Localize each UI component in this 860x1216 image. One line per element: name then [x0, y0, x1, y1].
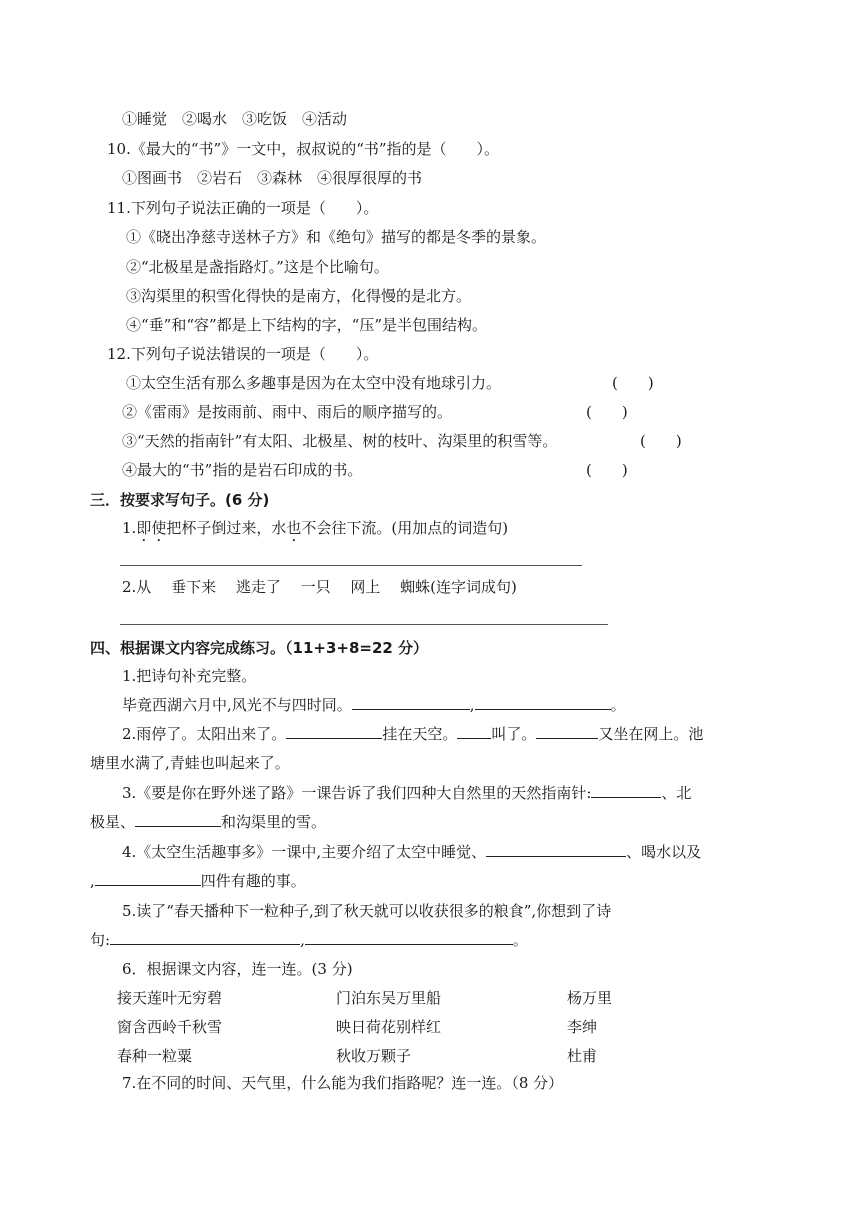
s3-part-a: 3.《要是你在野外迷了路》一课告诉了我们四种大自然里的天然指南针: [122, 784, 592, 802]
sec3-q2: 2.从 垂下来 逃走了 一只 网上 蜘蛛(连字词成句) [122, 578, 517, 596]
match-r1-c2[interactable]: 门泊东吴万里船 [336, 989, 442, 1007]
sec4-s7-title: 7.在不同的时间、天气里，什么能为我们指路呢？连一连。（8 分） [122, 1074, 564, 1092]
s4-blank-2[interactable] [95, 871, 201, 886]
s2-part-b: 挂在天空。 [382, 725, 458, 743]
match-r3-c3[interactable]: 杜甫 [567, 1047, 598, 1065]
sec4-s4-cont [90, 871, 306, 891]
match-r3-c2[interactable]: 秋收万颗子 [336, 1047, 412, 1065]
q12-item-4: ④最大的“书”指的是岩石印成的书。 [122, 461, 363, 479]
s5-comma: , [300, 931, 305, 949]
dotted-char-ye: 也 [286, 519, 302, 537]
poem-given-line: 毕竟西湖六月中,风光不与四时同。 [122, 696, 352, 714]
sec4-s2 [122, 724, 703, 744]
poem-blank-2[interactable] [475, 695, 611, 710]
s4-blank-1[interactable] [486, 842, 626, 857]
match-r2-c1[interactable]: 窗含西岭千秋雪 [117, 1018, 223, 1036]
s2-part-a: 2.雨停了。太阳出来了。 [122, 725, 287, 743]
poem-blank-1[interactable] [352, 695, 470, 710]
sec3-q1-middle: 把杯子倒过来，水 [166, 519, 287, 537]
sec4-s3 [122, 783, 691, 803]
match-r1-c3[interactable]: 杨万里 [567, 989, 613, 1007]
sec4-s4 [122, 842, 701, 862]
sec3-q1-suffix: 不会往下流。(用加点的词造句) [301, 519, 509, 537]
q10-options: ①图画书 ②岩石 ③森林 ④很厚很厚的书 [122, 169, 423, 187]
q12-answer-paren-4[interactable]: ( ) [586, 461, 628, 479]
s5-blank-2[interactable] [305, 930, 513, 945]
match-r2-c3[interactable]: 李绅 [567, 1018, 598, 1036]
q12-answer-paren-2[interactable]: ( ) [586, 403, 628, 421]
s4-comma: , [90, 872, 95, 890]
sec3-q1 [122, 518, 508, 538]
q11-item-3: ③沟渠里的积雪化得快的是南方，化得慢的是北方。 [126, 287, 472, 305]
s5-period: 。 [512, 931, 528, 949]
q12-answer-paren-1[interactable]: ( ) [612, 374, 654, 392]
s2-part-d: 又坐在网上。池 [598, 725, 704, 743]
q11-item-1: ①《晓出净慈寺送林子方》和《绝句》描写的都是冬季的景象。 [126, 228, 547, 246]
match-r1-c1[interactable]: 接天莲叶无穷碧 [117, 989, 223, 1007]
dotted-char-ji: 即 [136, 519, 152, 537]
poem-period: 。 [610, 696, 626, 714]
poem-comma: , [469, 696, 475, 714]
match-r2-c2[interactable]: 映日荷花别样红 [336, 1018, 442, 1036]
q12-answer-paren-3[interactable]: ( ) [640, 432, 682, 450]
sec4-s2-cont: 塘里水满了,青蛙也叫起来了。 [90, 754, 290, 772]
s3-blank-1[interactable] [591, 783, 661, 798]
q12-item-3: ③“天然的指南针”有太阳、北极星、树的枝叶、沟渠里的积雪等。 [122, 432, 558, 450]
s3-blank-2[interactable] [135, 812, 221, 827]
s5-part-b: 句: [90, 931, 111, 949]
sec3-q2-answer-line[interactable] [120, 624, 608, 625]
s4-part-b: 、喝水以及 [626, 843, 702, 861]
q12-item-1: ①太空生活有那么多趣事是因为在太空中没有地球引力。 [126, 374, 502, 392]
q10-stem: 10.《最大的“书”》一文中，叔叔说的“书”指的是（ ）。 [107, 140, 500, 158]
sec4-s3-cont [90, 812, 326, 832]
q11-item-4: ④“垂”和“容”都是上下结构的字，“压”是半包围结构。 [126, 316, 488, 334]
q11-stem: 11.下列句子说法正确的一项是（ ）。 [107, 199, 379, 217]
q9-options: ①睡觉 ②喝水 ③吃饭 ④活动 [122, 110, 348, 128]
q12-stem: 12.下列句子说法错误的一项是（ ）。 [107, 345, 379, 363]
sec4-s6-title: 6．根据课文内容，连一连。(3 分) [122, 960, 353, 978]
q12-item-2: ②《雷雨》是按雨前、雨中、雨后的顺序描写的。 [122, 403, 453, 421]
s4-part-d: 四件有趣的事。 [200, 872, 306, 890]
dotted-char-shi: 使 [151, 519, 167, 537]
sec4-s5: 5.读了“春天播种下一粒种子,到了秋天就可以收获很多的粮食”,你想到了诗 [122, 902, 612, 920]
sec3-q1-prefix: 1. [122, 519, 137, 537]
s2-blank-3[interactable] [536, 724, 598, 739]
q11-item-2: ②“北极星是盏指路灯。”这是个比喻句。 [126, 258, 389, 276]
s3-part-c: 极星、 [90, 813, 136, 831]
sec4-s5-cont [90, 930, 528, 950]
s3-part-b: 、北 [661, 784, 692, 802]
sec4-s1-line [122, 695, 626, 715]
s2-blank-2[interactable] [457, 724, 491, 739]
s3-part-d: 和沟渠里的雪。 [221, 813, 327, 831]
sec3-q1-answer-line[interactable] [120, 565, 582, 566]
s4-part-a: 4.《太空生活趣事多》一课中,主要介绍了太空中睡觉、 [122, 843, 487, 861]
s2-blank-1[interactable] [286, 724, 382, 739]
sec4-s1-title: 1.把诗句补充完整。 [122, 667, 257, 685]
s5-blank-1[interactable] [110, 930, 300, 945]
match-r3-c1[interactable]: 春种一粒粟 [117, 1047, 193, 1065]
section-4-heading: 四、根据课文内容完成练习。（11+3+8=22 分） [90, 639, 429, 657]
section-3-heading: 三．按要求写句子。(6 分) [90, 491, 270, 509]
s2-part-c: 叫了。 [491, 725, 537, 743]
